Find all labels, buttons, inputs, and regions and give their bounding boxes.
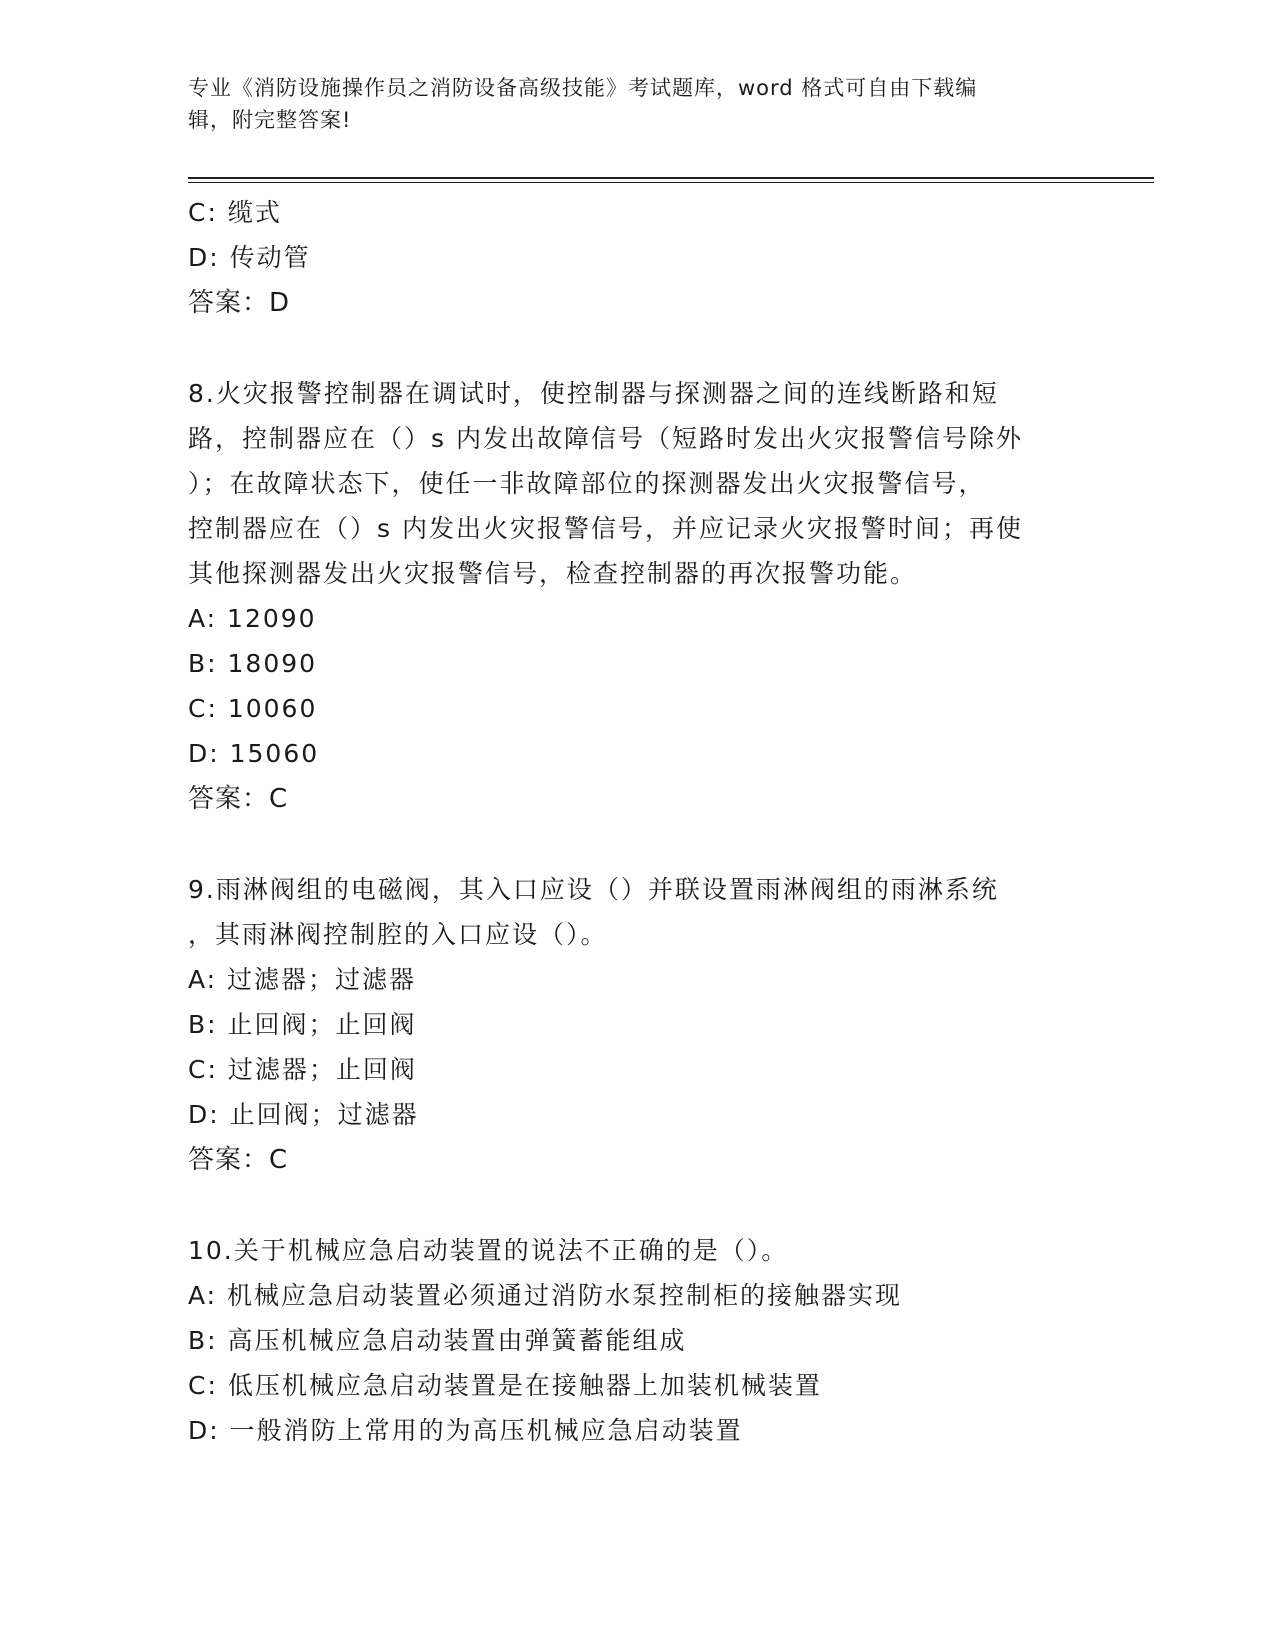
spacer bbox=[188, 326, 1088, 371]
option-b: B: 高压机械应急启动装置由弹簧蓄能组成 bbox=[188, 1326, 687, 1355]
option-d: D: 一般消防上常用的为高压机械应急启动装置 bbox=[188, 1416, 743, 1445]
question-stem-line: 9.雨淋阀组的电磁阀，其入口应设（）并联设置雨淋阀组的雨淋系统 bbox=[188, 875, 999, 904]
option-b: B: 18090 bbox=[188, 649, 318, 678]
spacer bbox=[188, 1183, 1088, 1228]
option-a: A: 过滤器；过滤器 bbox=[188, 965, 417, 994]
header-line-2: 辑，附完整答案! bbox=[188, 108, 352, 132]
header-line-1: 专业《消防设施操作员之消防设备高级技能》考试题库，word 格式可自由下载编 bbox=[188, 76, 978, 100]
question-8 bbox=[188, 371, 1088, 822]
question-stem-line: 10.关于机械应急启动装置的说法不正确的是（）。 bbox=[188, 1236, 789, 1265]
question-7 bbox=[188, 190, 1088, 326]
question-10 bbox=[188, 1228, 1088, 1453]
header-rule-thick bbox=[188, 177, 1154, 179]
option-c: C: 低压机械应急启动装置是在接触器上加装机械装置 bbox=[188, 1371, 822, 1400]
option-c: C: 过滤器；止回阀 bbox=[188, 1055, 417, 1084]
question-stem-line: 8.火灾报警控制器在调试时，使控制器与探测器之间的连线断路和短 bbox=[188, 379, 999, 408]
option-d: D: 传动管 bbox=[188, 243, 311, 272]
question-stem-line: 控制器应在（）s 内发出火灾报警信号，并应记录火灾报警时间；再使 bbox=[188, 514, 1023, 543]
option-a: A: 机械应急启动装置必须通过消防水泵控制柜的接触器实现 bbox=[188, 1281, 903, 1310]
question-stem-line: ，其雨淋阀控制腔的入口应设（）。 bbox=[188, 920, 608, 949]
header-rule-thin bbox=[188, 182, 1154, 183]
option-a: A: 12090 bbox=[188, 604, 317, 633]
question-list bbox=[188, 190, 1088, 1453]
answer: 答案：C bbox=[188, 784, 289, 814]
question-stem-line: 其他探测器发出火灾报警信号，检查控制器的再次报警功能。 bbox=[188, 559, 918, 588]
option-b: B: 止回阀；止回阀 bbox=[188, 1010, 417, 1039]
option-c: C: 缆式 bbox=[188, 198, 282, 227]
question-9 bbox=[188, 867, 1088, 1183]
question-stem-line: ）；在故障状态下，使任一非故障部位的探测器发出火灾报警信号， bbox=[188, 469, 986, 498]
page-header bbox=[188, 72, 1068, 136]
answer: 答案：D bbox=[188, 288, 291, 318]
question-stem-line: 路，控制器应在（）s 内发出故障信号（短路时发出火灾报警信号除外 bbox=[188, 424, 1023, 453]
option-d: D: 止回阀；过滤器 bbox=[188, 1100, 419, 1129]
option-c: C: 10060 bbox=[188, 694, 318, 723]
spacer bbox=[188, 822, 1088, 867]
answer: 答案：C bbox=[188, 1145, 289, 1175]
option-d: D: 15060 bbox=[188, 739, 320, 768]
